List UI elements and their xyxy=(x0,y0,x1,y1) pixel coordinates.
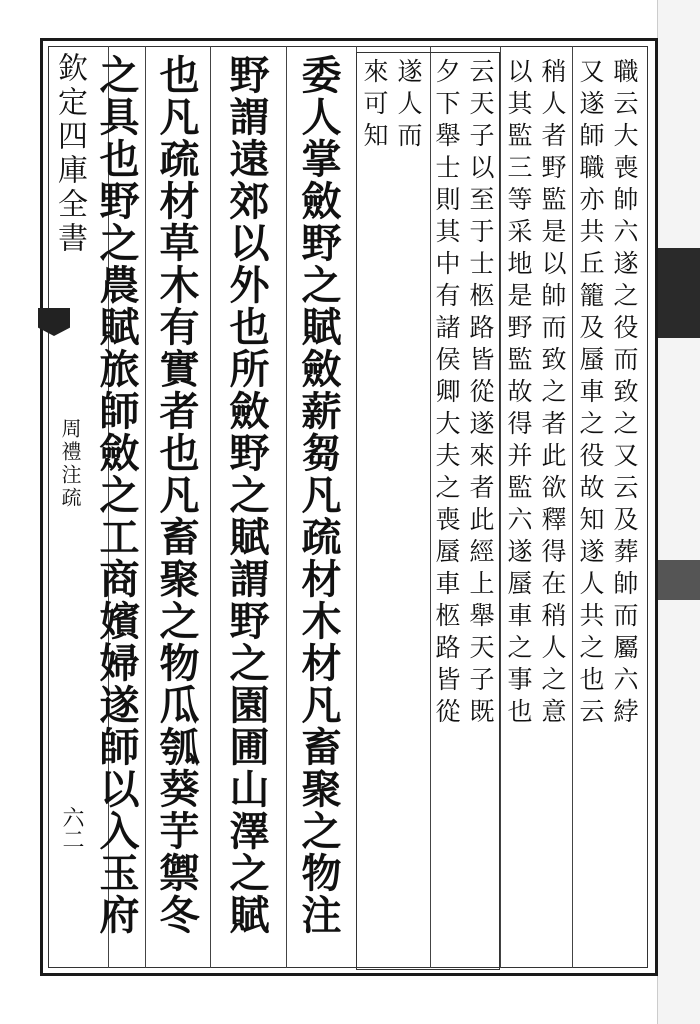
main-text-column: 也凡疏材草木有實者也凡畜聚之物瓜瓠葵芋禦冬 xyxy=(153,54,200,936)
commentary-column: 夕下舉士則其中有諸侯卿大夫之喪蜃車柩路皆從 xyxy=(432,58,461,730)
column-rule xyxy=(286,46,287,968)
main-text-column: 之具也野之農賦旅師斂之工商嬪婦遂師以入玉府 xyxy=(93,54,140,936)
commentary-column: 以其監三等采地是野監故得并監六遂蜃車之事也 xyxy=(504,58,533,730)
main-text-column: 野謂遠郊以外也所斂野之賦謂野之園圃山澤之賦 xyxy=(223,54,270,936)
commentary-column: 稍人者野監是以帥而致之者此欲釋得在稍人之意 xyxy=(538,58,567,730)
column-rule xyxy=(145,46,146,968)
side-edge-strip xyxy=(657,0,700,1024)
margin-series-title: 欽定四庫全書 xyxy=(52,52,87,256)
margin-page-number: 六二 xyxy=(59,806,84,850)
margin-book-title: 周禮注疏 xyxy=(58,418,82,510)
commentary-column: 又遂師職亦共丘籠及蜃車之役故知遂人共之也云 xyxy=(576,58,605,730)
column-rule xyxy=(210,46,211,968)
commentary-column: 來可知 xyxy=(360,58,389,154)
commentary-column: 遂人而 xyxy=(394,58,423,154)
main-text-column: 委人掌斂野之賦斂薪芻凡疏材木材凡畜聚之物注 xyxy=(295,54,342,936)
column-rule xyxy=(572,46,573,968)
commentary-column: 云天子以至于士柩路皆從遂來者此經上舉天子既 xyxy=(466,58,495,730)
side-edge-mark xyxy=(658,248,700,338)
column-rule xyxy=(500,46,501,968)
commentary-column: 職云大喪帥六遂之役而致之又云及葬帥而屬六綍 xyxy=(610,58,639,730)
side-edge-mark xyxy=(658,560,700,600)
